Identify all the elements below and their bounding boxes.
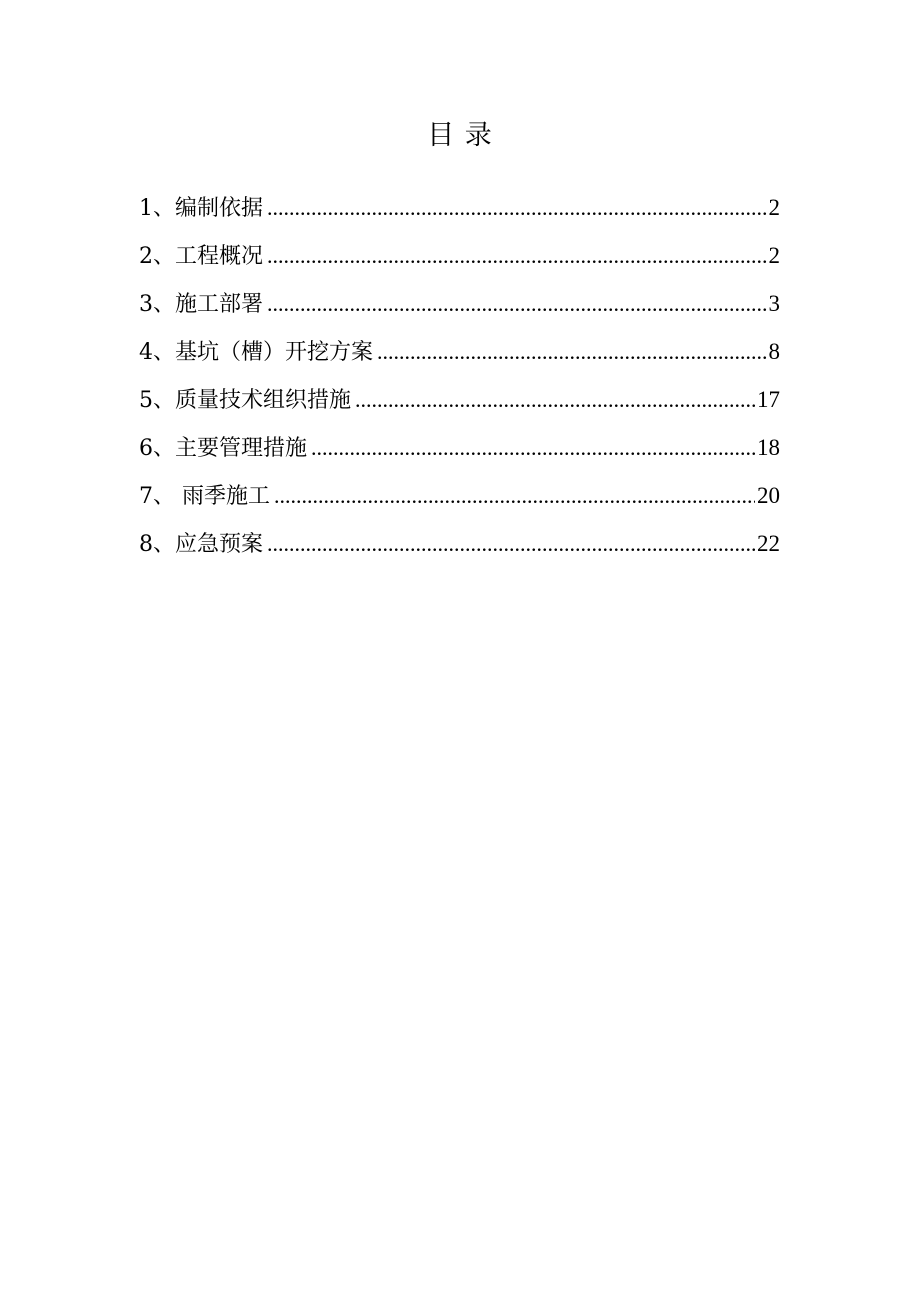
toc-title: 目 录	[427, 120, 493, 151]
toc-dot-leader	[267, 236, 767, 276]
toc-dot-leader	[377, 332, 767, 372]
toc-entry-emergency[interactable]	[139, 524, 780, 572]
toc-entry-page: 22	[757, 531, 780, 556]
toc-entry-page: 8	[768, 339, 780, 364]
toc-entry-label: 6、主要管理措施	[139, 436, 307, 461]
toc-dot-leader	[274, 476, 755, 516]
toc-entry-page: 20	[757, 483, 780, 508]
toc-dot-leader	[355, 380, 755, 420]
toc-entry-label: 4、基坑（槽）开挖方案	[139, 340, 373, 365]
toc-entry-label: 1、编制依据	[139, 196, 263, 221]
toc-dot-leader	[267, 284, 767, 324]
toc-entry-quality[interactable]	[139, 380, 780, 428]
toc-entry-page: 3	[768, 291, 780, 316]
toc-entry-page: 2	[768, 243, 780, 268]
toc-entry-page: 18	[757, 435, 780, 460]
toc-entry-page: 2	[768, 195, 780, 220]
toc-entry-deployment[interactable]	[139, 284, 780, 332]
toc-list	[139, 188, 780, 572]
toc-dot-leader	[267, 524, 755, 564]
toc-dot-leader	[311, 428, 755, 468]
toc-entry-overview[interactable]	[139, 236, 780, 284]
toc-entry-label: 3、施工部署	[139, 292, 263, 317]
toc-entry-label: 2、工程概况	[139, 244, 263, 269]
toc-entry-label: 7、 雨季施工	[139, 484, 270, 509]
toc-entry-basis[interactable]	[139, 188, 780, 236]
toc-dot-leader	[267, 188, 767, 228]
toc-entry-management[interactable]	[139, 428, 780, 476]
toc-entry-label: 5、质量技术组织措施	[139, 388, 351, 413]
toc-entry-label: 8、应急预案	[139, 532, 263, 557]
toc-entry-excavation[interactable]	[139, 332, 780, 380]
toc-entry-rainy-season[interactable]	[139, 476, 780, 524]
toc-entry-page: 17	[757, 387, 780, 412]
